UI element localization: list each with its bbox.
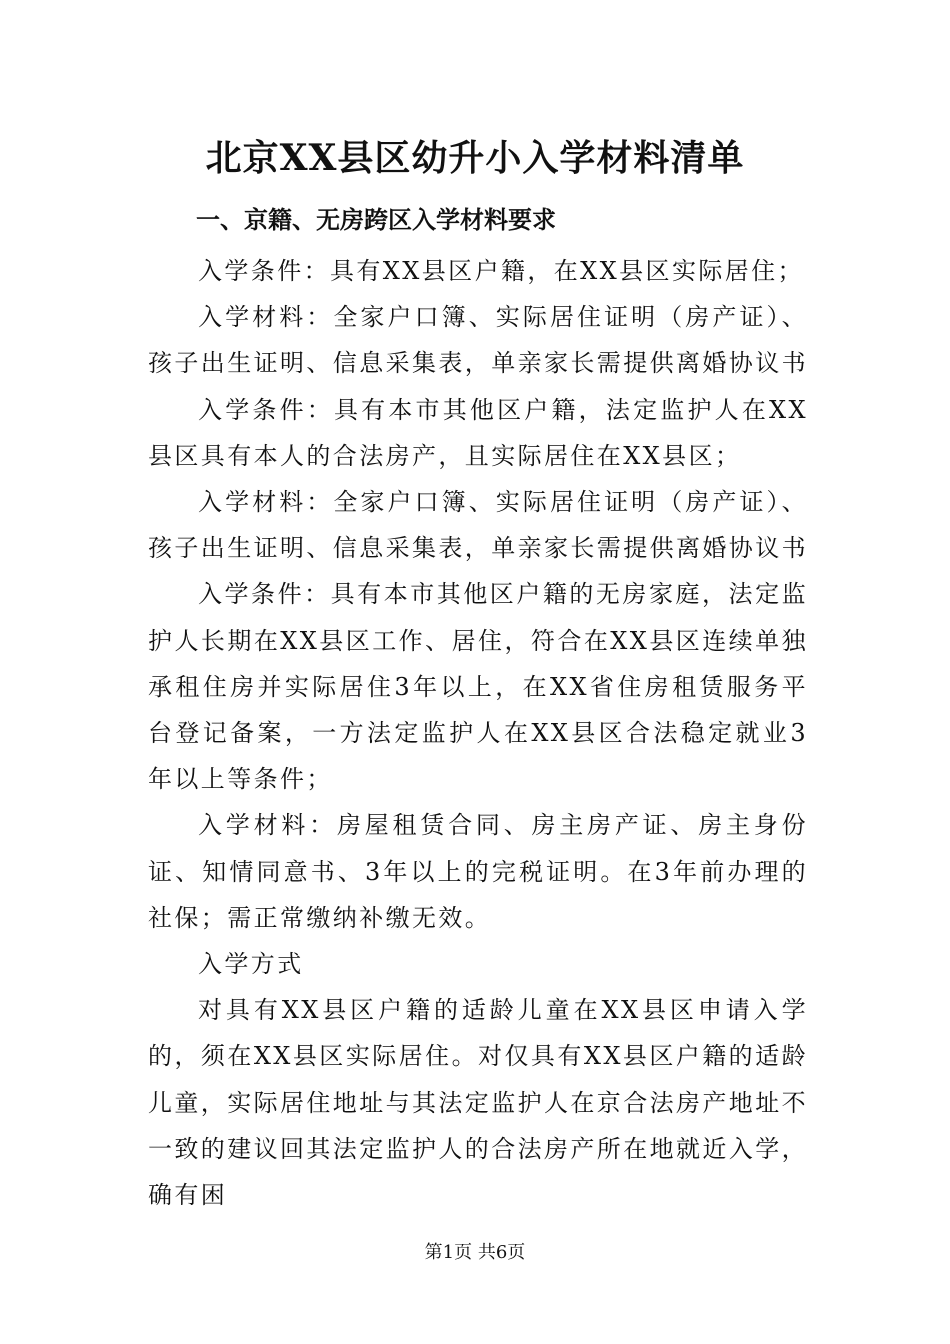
page-footer	[0, 1241, 950, 1265]
paragraph-enrollment-materials-3: 入学材料：房屋租赁合同、房主房产证、房主身份证、知情同意书、3年以上的完税证明。在3年前办理的社保；需正常缴纳补缴无效。	[148, 811, 808, 932]
page-title: 北京XX县区幼升小入学材料清单	[205, 137, 745, 179]
paragraph-enrollment-materials-1: 入学材料：全家户口簿、实际居住证明（房产证）、孩子出生证明、信息采集表，单亲家长需提供离婚协议书	[148, 303, 808, 378]
paragraph-enrollment-condition-2: 入学条件：具有本市其他区户籍，法定监护人在XX县区具有本人的合法房产，且实际居住在XX县区；	[148, 395, 808, 470]
page-number-current: 第1页	[424, 1242, 473, 1263]
document-body	[148, 248, 808, 1218]
paragraph-enrollment-condition-1: 入学条件：具有XX县区户籍，在XX县区实际居住；	[198, 257, 804, 285]
section-heading: 一、京籍、无房跨区入学材料要求	[196, 206, 556, 234]
paragraph-enrollment-method-heading: 入学方式	[198, 950, 304, 979]
paragraph-enrollment-materials-2: 入学材料：全家户口簿、实际居住证明（房产证）、孩子出生证明、信息采集表，单亲家长需提供离婚协议书	[148, 488, 808, 563]
paragraph-enrollment-condition-3: 入学条件：具有本市其他区户籍的无房家庭，法定监护人长期在XX县区工作、居住，符合在XX县区连续单独承租住房并实际居住3年以上，在XX省住房租赁服务平台登记备案，一方法定监护人在XX县区合法稳定就业3年以上等条件；	[148, 580, 808, 794]
page-number-total: 共6页	[477, 1242, 526, 1263]
paragraph-enrollment-method: 对具有XX县区户籍的适龄儿童在XX县区申请入学的，须在XX县区实际居住。对仅具有XX县区户籍的适龄儿童，实际居住地址与其法定监护人在京合法房产地址不一致的建议回其法定监护人的合法房产所在地就近入学，确有困	[148, 996, 808, 1210]
